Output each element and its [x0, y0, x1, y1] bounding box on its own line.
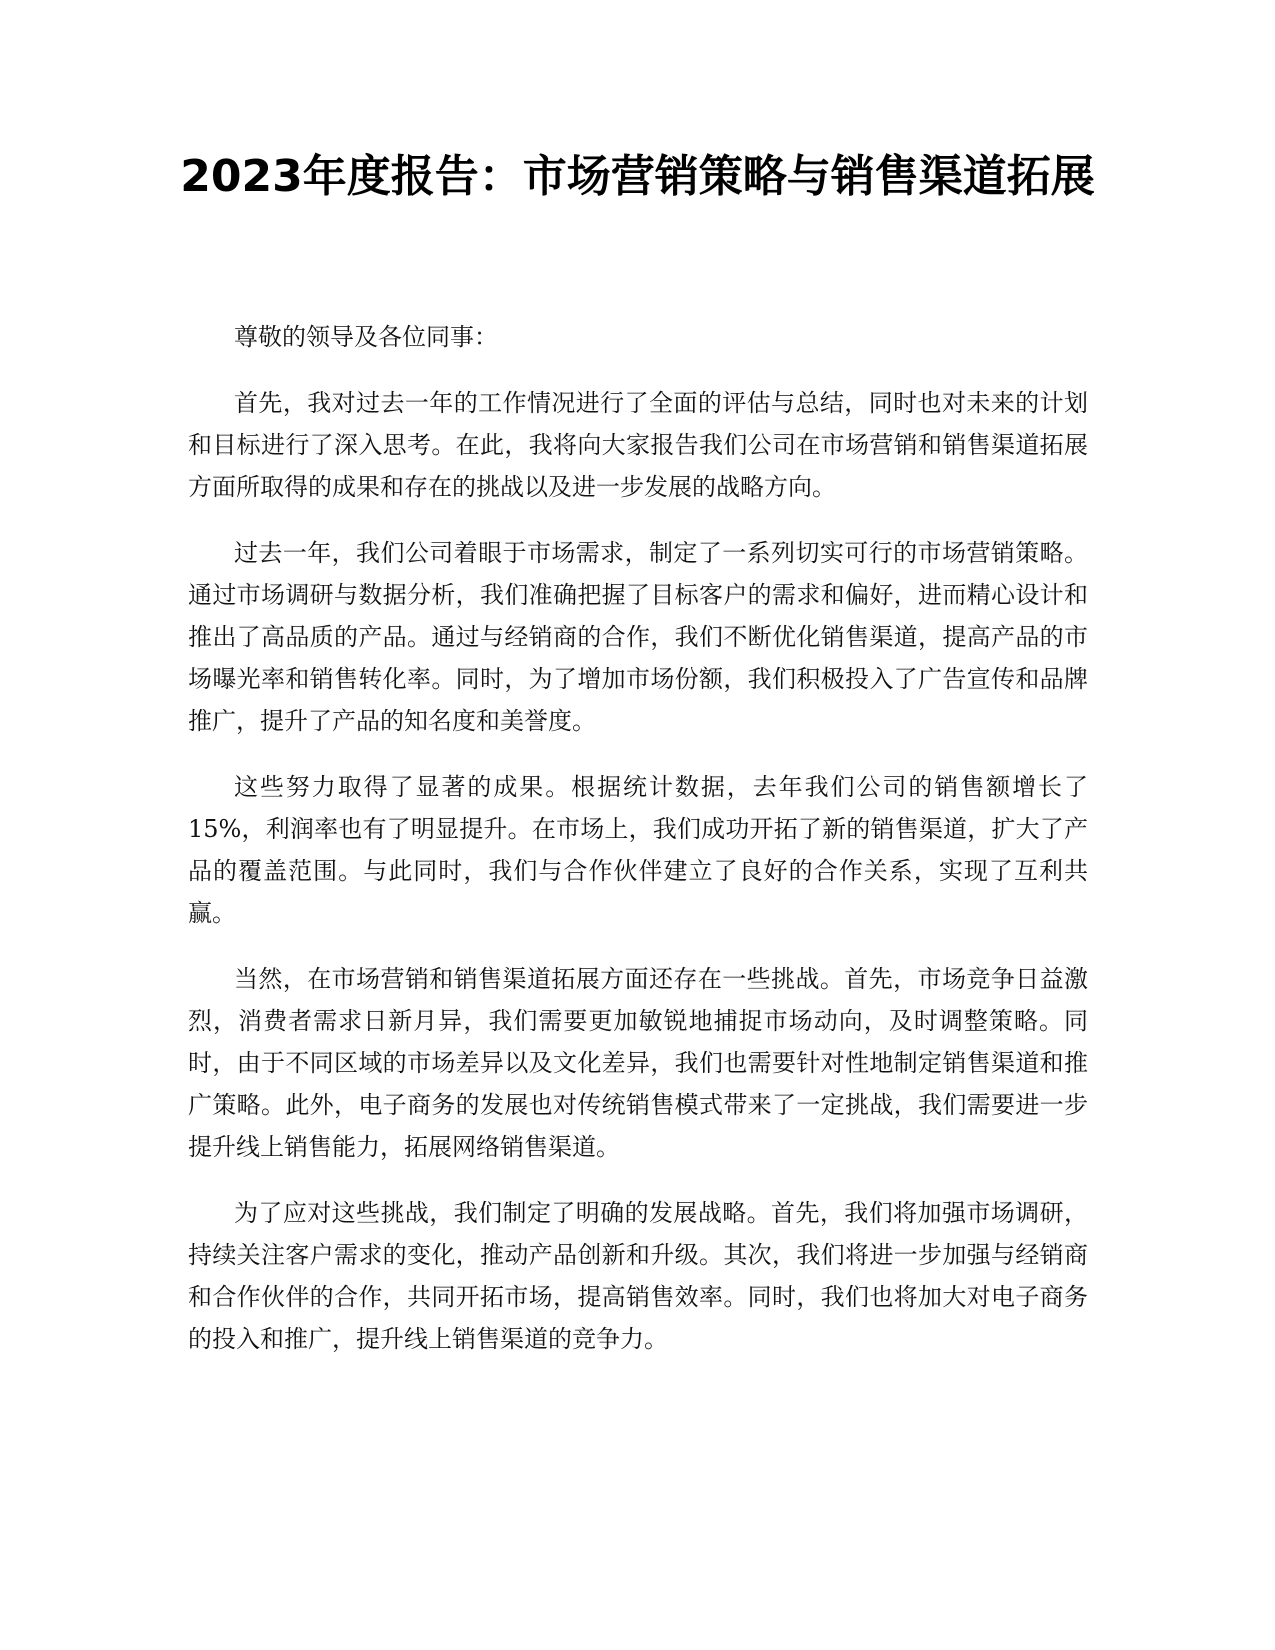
paragraph-plan: 为了应对这些挑战，我们制定了明确的发展战略。首先，我们将加强市场调研，持续关注客户需求的变化，推动产品创新和升级。其次，我们将进一步加强与经销商和合作伙伴的合作，共同开拓市场，提高销售效率。同时，我们也将加大对电子商务的投入和推广，提升线上销售渠道的竞争力。 — [188, 1199, 1088, 1353]
document-title: 2023年度报告：市场营销策略与销售渠道拓展 — [180, 151, 1095, 202]
paragraph-strategy: 过去一年，我们公司着眼于市场需求，制定了一系列切实可行的市场营销策略。通过市场调研与数据分析，我们准确把握了目标客户的需求和偏好，进而精心设计和推出了高品质的产品。通过与经销商的合作，我们不断优化销售渠道，提高产品的市场曝光率和销售转化率。同时，为了增加市场份额，我们积极投入了广告宣传和品牌推广，提升了产品的知名度和美誉度。 — [188, 539, 1088, 735]
paragraph-results: 这些努力取得了显著的成果。根据统计数据，去年我们公司的销售额增长了15%，利润率也有了明显提升。在市场上，我们成功开拓了新的销售渠道，扩大了产品的覆盖范围。与此同时，我们与合作伙伴建立了良好的合作关系，实现了互利共赢。 — [188, 773, 1088, 927]
salutation: 尊敬的领导及各位同事： — [234, 323, 498, 351]
paragraph-intro: 首先，我对过去一年的工作情况进行了全面的评估与总结，同时也对未来的计划和目标进行了深入思考。在此，我将向大家报告我们公司在市场营销和销售渠道拓展方面所取得的成果和存在的挑战以及进一步发展的战略方向。 — [188, 389, 1088, 501]
paragraph-challenges: 当然，在市场营销和销售渠道拓展方面还存在一些挑战。首先，市场竞争日益激烈，消费者需求日新月异，我们需要更加敏锐地捕捉市场动向，及时调整策略。同时，由于不同区域的市场差异以及文化差异，我们也需要针对性地制定销售渠道和推广策略。此外，电子商务的发展也对传统销售模式带来了一定挑战，我们需要进一步提升线上销售能力，拓展网络销售渠道。 — [188, 965, 1088, 1161]
document-body — [188, 316, 1088, 1384]
